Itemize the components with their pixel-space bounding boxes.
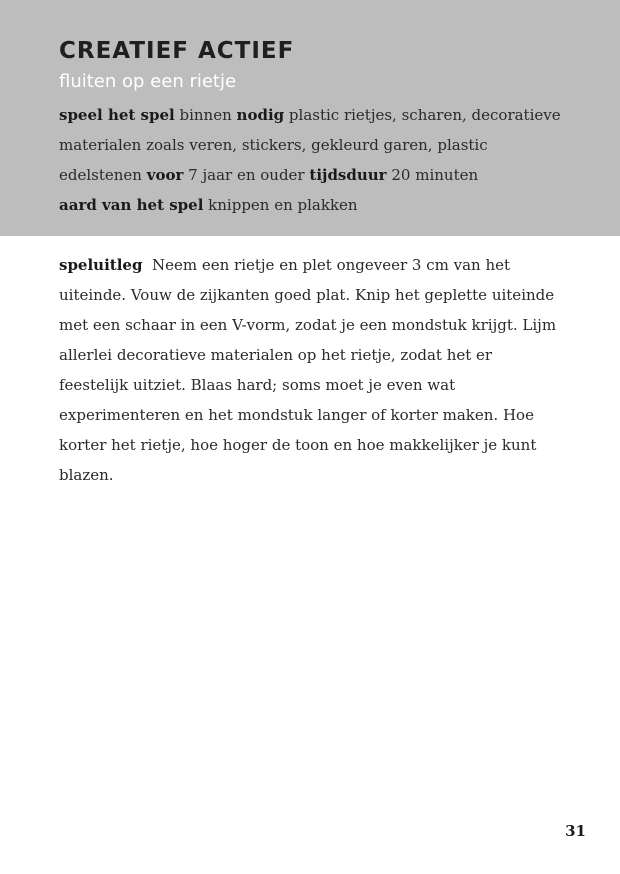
- game-title: fluiten op een rietje: [59, 71, 237, 92]
- instructions-label: speluitleg: [59, 256, 143, 274]
- needs-label: nodig: [236, 106, 285, 124]
- age-label: voor: [146, 166, 184, 184]
- header-band: [0, 0, 620, 236]
- instructions-paragraph: [59, 250, 559, 490]
- duration-value: 20 minuten: [391, 166, 479, 184]
- location-value: binnen: [179, 106, 232, 124]
- instructions-text: Neem een rietje en plet ongeveer 3 cm van het uiteinde. Vouw de zijkanten goed plat. Knip het geplette uiteinde met een schaar in een V-vorm, zodat je een mondstuk krijgt. Lijm allerlei decoratieve materialen op het rietje, zodat het er feestelijk uitziet. Blaas hard; soms moet je even wat experimenteren en het mondstuk langer of korter maken. Hoe korter het rietje, hoe hoger de toon en hoe makkelijker je kunt blazen.: [59, 256, 557, 484]
- duration-label: tijdsduur: [309, 166, 387, 184]
- page-number: 31: [565, 822, 586, 840]
- location-label: speel het spel: [59, 106, 175, 124]
- type-label: aard van het spel: [59, 196, 204, 214]
- game-info: [59, 100, 569, 220]
- needs-value: plastic rietjes, scharen, decoratieve materialen zoals veren, stickers, gekleurd garen, plastic edelstenen: [59, 106, 561, 184]
- category-title: CREATIEF ACTIEF: [59, 38, 295, 64]
- type-value: knippen en plakken: [208, 196, 358, 214]
- age-value: 7 jaar en ouder: [188, 166, 305, 184]
